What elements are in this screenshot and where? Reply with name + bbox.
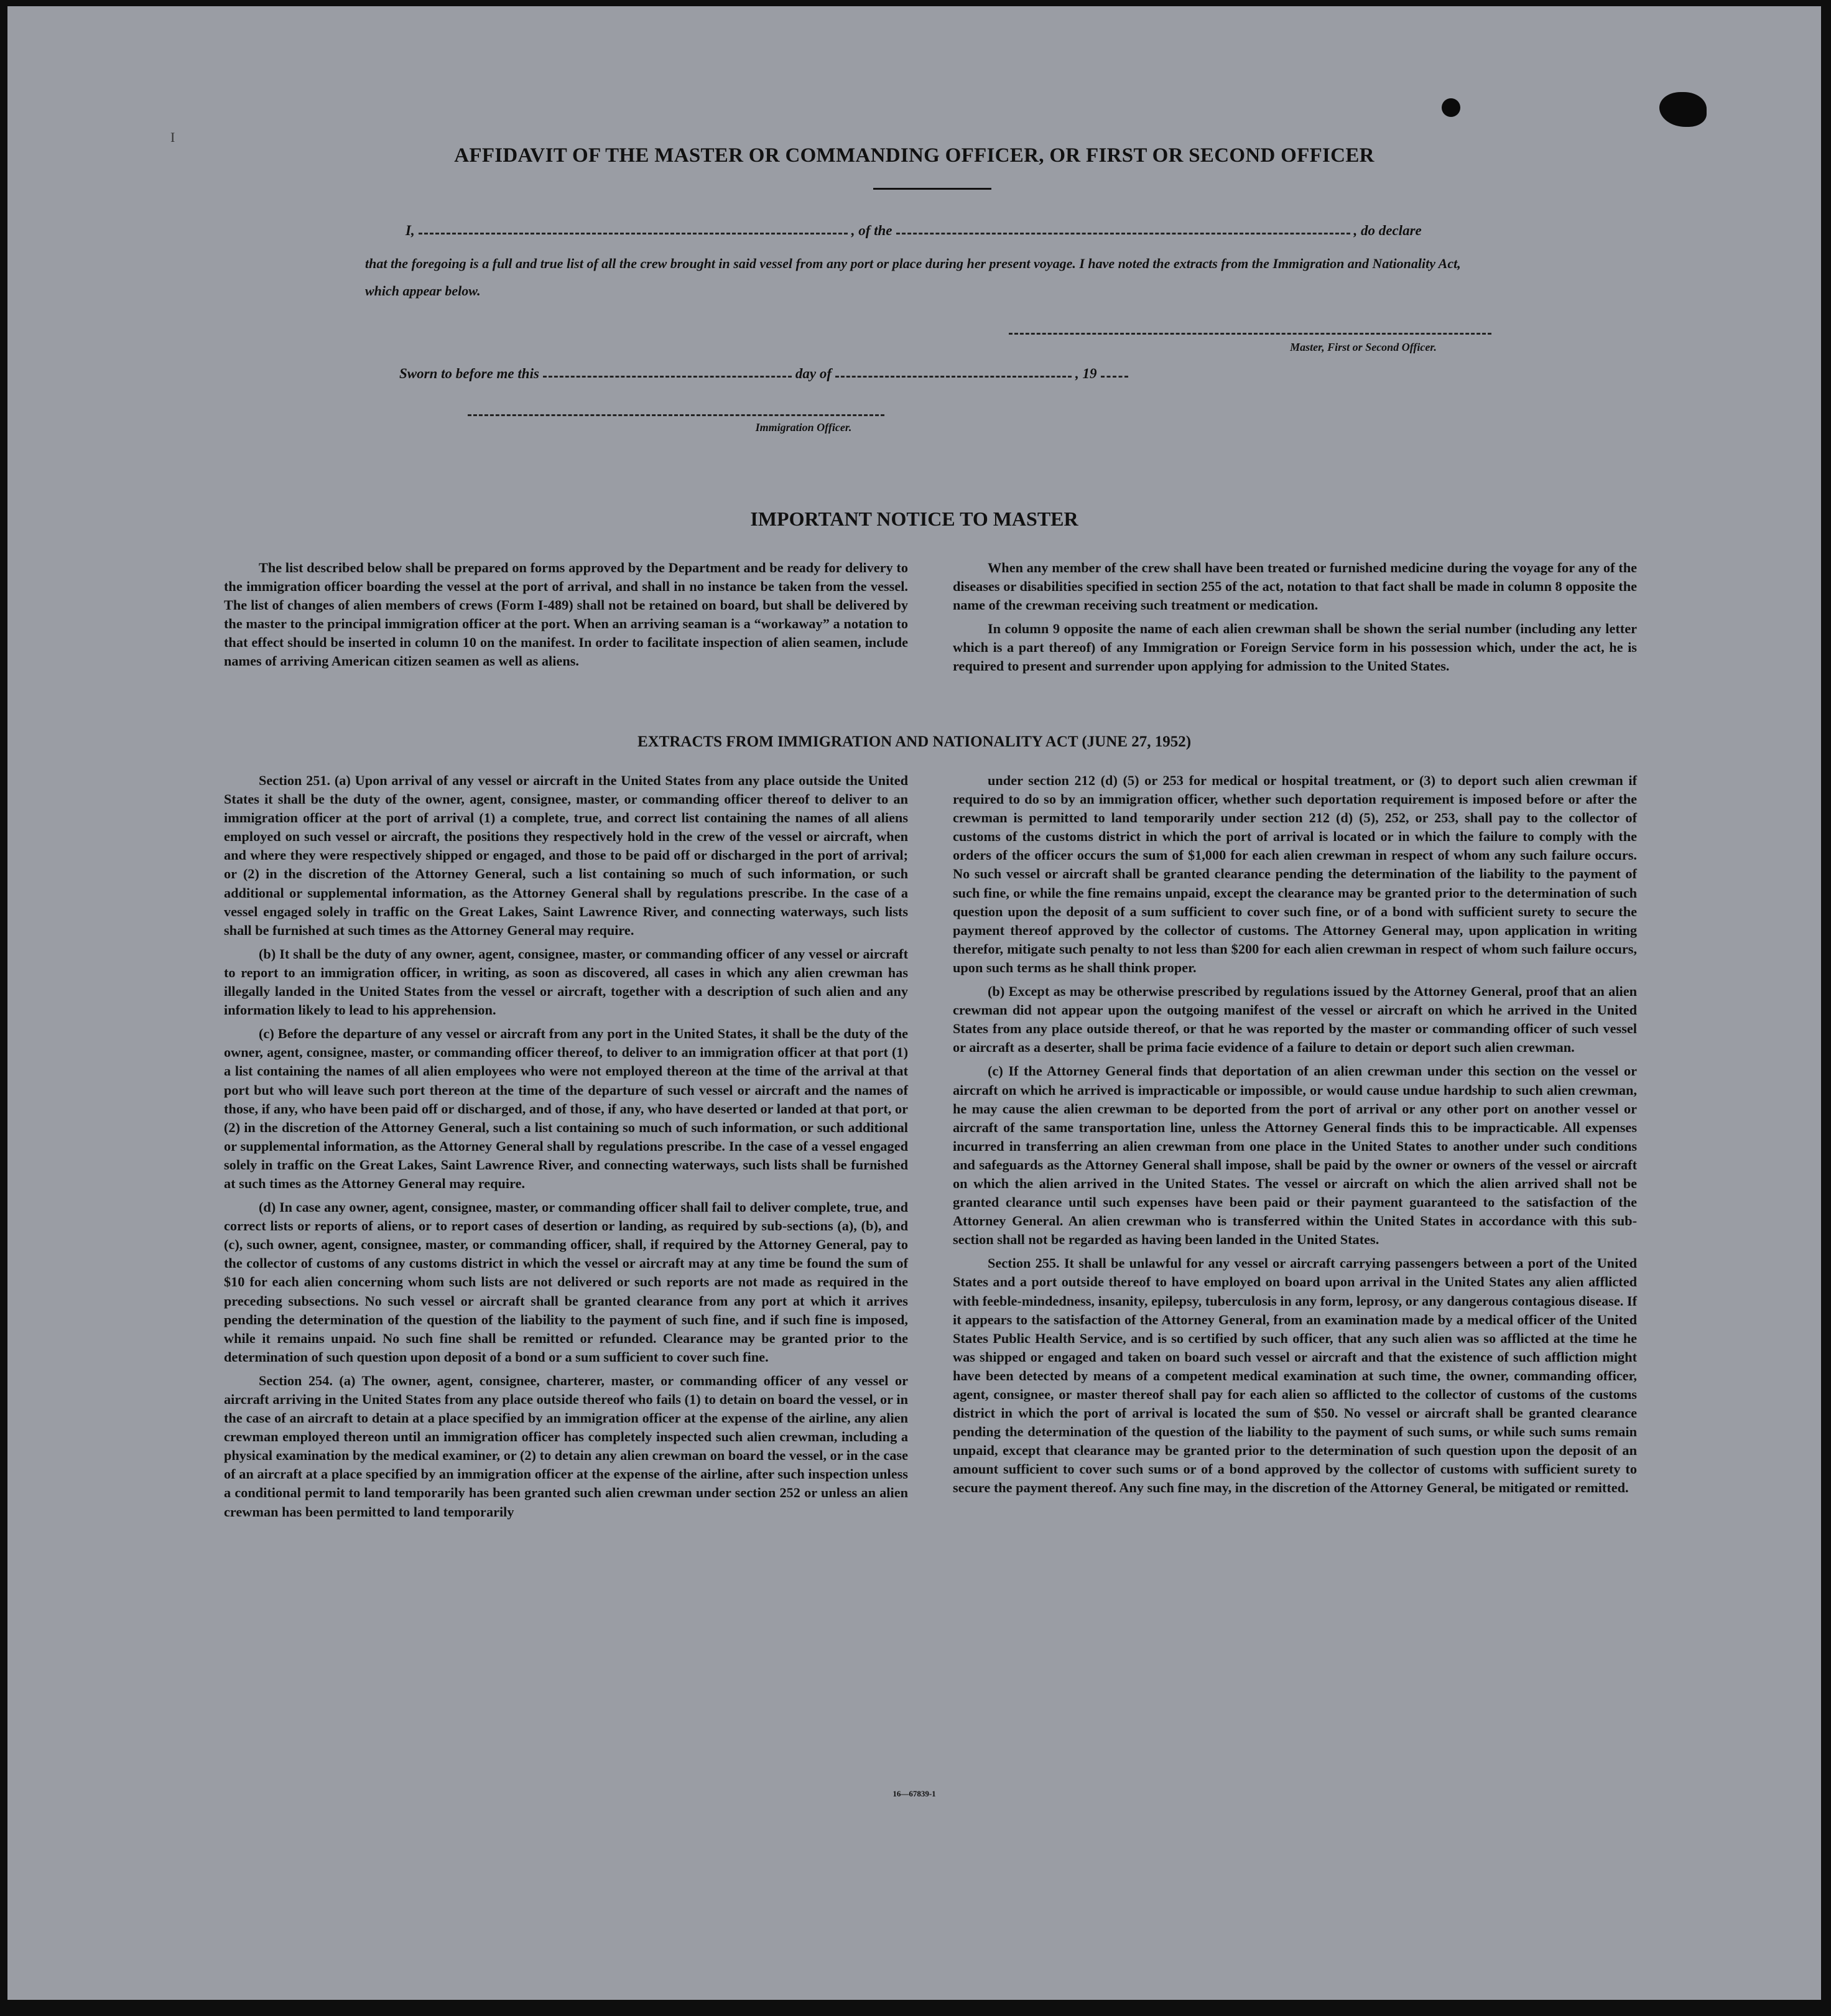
vessel-label: , of the — [851, 223, 892, 238]
officer-signature-field[interactable] — [468, 414, 884, 416]
declare-label: , do declare — [1353, 223, 1422, 238]
declarant-name-field[interactable] — [419, 233, 848, 235]
notice-right-column — [953, 559, 1637, 681]
sworn-prefix: Sworn to before me this — [399, 366, 539, 381]
statute-paragraph: Section 251. (a) Upon arrival of any vessel or aircraft in the United States from any place outside the United States it shall be the duty of the owner, agent, consignee, master, or commanding officer thereof to deliver to an immigration officer at the port of arrival (1) a complete, true, and correct list containing the names of all aliens employed on such vessel or aircraft, the positions they respectively hold in the crew of the vessel or aircraft, when and where they were respectively shipped or engaged, and those to be paid off or discharged in the port of arrival; or (2) in the discretion of the Attorney General, such a list containing so much of such information, or such additional or supplemental information, as the Attorney General shall by regulations prescribe. In the case of a vessel engaged solely in traffic on the Great Lakes, Saint Lawrence River, and connecting waterways, such lists shall be furnished at such times as the Attorney General may require. — [224, 773, 908, 938]
statute-paragraph: under section 212 (d) (5) or 253 for medical or hospital treatment, or (3) to deport such alien crewman if required to do so by an immigration officer, whether such deportation requirement is imposed before or after the crewman is permitted to land temporarily under section 212 (d) (5), 252, or 253, shall pay to the collector of customs of the customs district in which the port of arrival is located or in which the failure to comply with the orders of the officer occurs the sum of $1,000 for each alien crewman in respect of whom any such failure occurs. No such vessel or aircraft shall be granted clearance pending the determination of the liability to the payment of such fine, or while the fine remains unpaid, except the clearance may be granted prior to the determination of such question upon the deposit of a sum sufficient to cover such fine, or of a bond with sufficient surety to secure the payment thereof approved by the collector of customs. The Attorney General may, upon application in writing therefor, mitigate such penalty to not less than $200 for each alien crewman in respect of whom such failure occurs, upon such terms as he shall think proper. — [953, 773, 1637, 975]
notice-title: IMPORTANT NOTICE TO MASTER — [750, 508, 1078, 530]
master-signature-field[interactable] — [1009, 333, 1491, 335]
extracts-right-column — [953, 771, 1637, 1503]
statute-paragraph: Section 255. It shall be unlawful for any vessel or aircraft carrying passengers between a port of the United States and a port outside thereof to have employed on board upon arrival in the United States any alien afflicted with feeble-mindedness, insanity, epilepsy, tuberculosis in any form, leprosy, or any dangerous contagious disease. If it appears to the satisfaction of the Attorney General, from an examination made by a medical officer of the United States Public Health Service, and is so certified by such officer, that any such alien was so afflicted at the time he was shipped or engaged and taken on board such vessel or aircraft and that the existence of such affliction might have been detected by means of a competent medical examination at such time, the owner, commanding officer, agent, consignee, or master thereof shall pay for each alien so afflicted to the collector of customs of the customs district in which the port of arrival is located the sum of $50. No vessel or aircraft shall be granted clearance pending the determination of the question of the liability to the payment of such sums, or while such sums remain unpaid, except that clearance may be granted prior to the determination of such question upon the deposit of an amount sufficient to cover such sums or of a bond approved by the collector of customs with sufficient surety to secure the payment thereof. Any such fine may, in the discretion of the Attorney General, be mitigated or remitted. — [953, 1255, 1637, 1496]
declaration-text: that the foregoing is a full and true list of all the crew brought in said vessel from any port or place during her present voyage. I have noted the extracts from the Immigration and Nationality Act, which appear below. — [365, 256, 1461, 299]
affidavit-title: AFFIDAVIT OF THE MASTER OR COMMANDING OFFICER, OR FIRST OR SECOND OFFICER — [454, 144, 1374, 167]
notice-paragraph: When any member of the crew shall have been treated or furnished medicine during the voyage for any of the diseases or disabilities specified in section 255 of the act, notation to that fact shall be made in column 8 opposite the name of the crewman receiving such treatment or medication. — [953, 560, 1637, 613]
margin-mark: I — [170, 129, 175, 145]
notice-paragraph: In column 9 opposite the name of each alien crewman shall be shown the serial number (including any letter which is a part thereof) of any Immigration or Foreign Service form in his possession which, under the act, he is required to present and surrender upon applying for admission to the United States. — [953, 621, 1637, 674]
title-rule — [873, 188, 991, 190]
statute-paragraph: (d) In case any owner, agent, consignee, master, or commanding officer shall fail to deliver complete, true, and correct lists or reports of aliens, or to report cases of desertion or landing, as required by sub-sections (a), (b), and (c), such owner, agent, consignee, master, or commanding officer, shall, if required by the Attorney General, pay to the collector of customs of any customs district in which the vessel or aircraft may at any time be found the sum of $10 for each alien concerning whom such lists are not delivered or such reports are not made as required in the preceding subsections. No such vessel or aircraft shall be granted clearance from any port at which it arrives pending the determination of the question of the liability to the payment of such fine, and if such fine is imposed, while it remains unpaid. No such fine shall be remitted or refunded. Clearance may be granted prior to the determination of such question upon deposit of a bond or a sum sufficient to cover such fine. — [224, 1199, 908, 1365]
ink-blot — [1659, 92, 1707, 127]
statute-paragraph: (b) It shall be the duty of any owner, agent, consignee, master, or commanding officer of any vessel or aircraft to report to an immigration officer, in writing, as soon as discovered, all cases in which any alien crewman has illegally landed in the United States from the vessel or aircraft, together with a description of such alien and any information likely to lead to his apprehension. — [224, 945, 908, 1018]
statute-paragraph: Section 254. (a) The owner, agent, consignee, charterer, master, or commanding officer of any vessel or aircraft arriving in the United States from any place outside thereof who fails (1) to detain on board the vessel, or in the case of an aircraft to detain at a place specified by an immigration officer at the expense of the airline, any alien crewman employed thereon until an immigration officer has completely inspected such alien crewman, including a physical examination by the medical examiner, or (2) to detain any alien crewman on board the vessel, or in the case of an aircraft at a place specified by an immigration officer at the expense of the airline, after such inspection unless a conditional permit to land temporarily has been granted such alien crewman under section 252 or unless an alien crewman has been permitted to land temporarily — [224, 1372, 908, 1520]
statute-paragraph: (c) Before the departure of any vessel or aircraft from any port in the United States, it shall be the duty of the owner, agent, consignee, master, or commanding officer thereof, to deliver to an immigration officer at that port (1) a list containing the names of all alien employees who were not employed thereon at the time of the arrival at that port but who will leave such port thereon at the time of the departure of such vessel or aircraft and the names of those, if any, who have been paid off or discharged, and of those, if any, who have deserted or landed at that port, or (2) in the discretion of the Attorney General, such a list containing so much of such information, or such additional or supplemental information, as the Attorney General shall by regulations prescribe. In the case of a vessel engaged solely in traffic on the Great Lakes, Saint Lawrence River, and connecting waterways, such lists shall be furnished at such times as the Attorney General may require. — [224, 1026, 908, 1191]
sworn-day-field[interactable] — [543, 376, 792, 378]
statute-paragraph: (c) If the Attorney General finds that deportation of an alien crewman under this section on the vessel or aircraft on which he arrived is impracticable or impossible, or would cause undue hardship to such alien crewman, he may cause the alien crewman to be deported from the port of arrival or any other port on another vessel or aircraft of the same transportation line, unless the Attorney General finds this to be impracticable. All expenses incurred in transferring an alien crewman from one place in the United States to another under such conditions and safeguards as the Attorney General shall impose, shall be paid by the owner or owners of the vessel or aircraft on which the alien arrived in the United States. The vessel or aircraft on which the alien arrived shall not be granted clearance until such expenses have been paid or their payment guaranteed to the satisfaction of the Attorney General. An alien crewman who is transferred within the United States in accordance with this sub-section shall not be regarded as having been landed in the United States. — [953, 1063, 1637, 1248]
declarant-line — [406, 223, 1500, 239]
sworn-line — [399, 366, 1208, 382]
master-caption: Master, First or Second Officer. — [1290, 341, 1437, 353]
document-page — [7, 6, 1821, 2000]
day-of-label: day of — [795, 366, 832, 381]
officer-caption: Immigration Officer. — [755, 421, 852, 434]
statute-paragraph: (b) Except as may be otherwise prescribed by regulations issued by the Attorney General, proof that an alien crewman did not appear upon the outgoing manifest of the vessel or aircraft on which he arrived in the United States from any place outside thereof, or that he was reported by the master or commanding officer of such vessel or aircraft as a deserter, shall be prima facie evidence of a failure to detain or deport such alien crewman. — [953, 983, 1637, 1056]
extracts-title: EXTRACTS FROM IMMIGRATION AND NATIONALITY ACT (JUNE 27, 1952) — [637, 733, 1192, 750]
vessel-name-field[interactable] — [896, 233, 1350, 235]
ink-blot — [1442, 98, 1460, 117]
sworn-month-field[interactable] — [835, 376, 1072, 378]
notice-paragraph: The list described below shall be prepared on forms approved by the Department and be ready for delivery to the immigration officer boarding the vessel at the port of arrival, and shall in no instance be taken from the vessel. The list of changes of alien members of crews (Form I-489) shall not be retained on board, but shall be delivered by the master to the principal immigration officer at the port. When an arriving seaman is a “workaway” a notation to that effect should be inserted in column 10 on the manifest. In order to facilitate inspection of alien seamen, include names of arriving American citizen seamen as well as aliens. — [224, 560, 908, 669]
notice-left-column — [224, 559, 908, 676]
year-label: , 19 — [1075, 366, 1097, 381]
form-code: 16—67839-1 — [892, 1789, 936, 1798]
declarant-prefix: I, — [406, 223, 415, 238]
extracts-left-column — [224, 771, 908, 1526]
sworn-year-field[interactable] — [1101, 376, 1128, 378]
